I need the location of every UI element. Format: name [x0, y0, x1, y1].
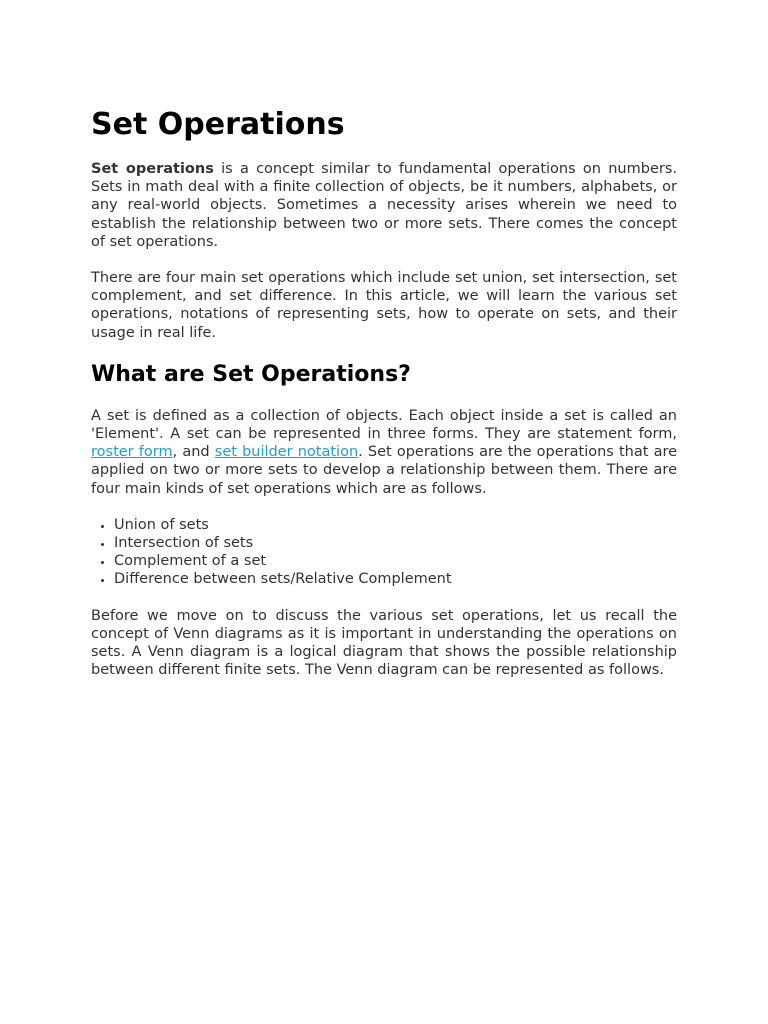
page-title: Set Operations	[91, 107, 345, 142]
section-heading: What are Set Operations?	[91, 361, 411, 387]
overview-paragraph: There are four main set operations which include set union, set intersection, set complement, and set difference. In this article, we will learn the various set operations, notations of representing sets, how to operate on sets, and their usage in real life.	[91, 270, 677, 341]
definition-text-1: A set is defined as a collection of objects. Each object inside a set is called an 'Element'. A set can be represented in three forms. They are statement form,	[91, 407, 677, 443]
intro-paragraph	[91, 160, 677, 251]
definition-text-2: , and	[172, 444, 215, 461]
list-item: • Intersection of sets	[114, 534, 677, 552]
set-builder-notation-link[interactable]: set builder notation	[214, 444, 359, 461]
list-item: • Difference between sets/Relative Complement	[114, 570, 677, 588]
set-operations-list	[91, 516, 677, 589]
list-item: • Union of sets	[114, 516, 677, 534]
venn-intro-paragraph: Before we move on to discuss the various set operations, let us recall the concept of Venn diagrams as it is important in understanding the operations on sets. A Venn diagram is a logical diagram that shows the possible relationship between different finite sets. The Venn diagram can be represented as follows.	[91, 607, 677, 679]
list-item: • Complement of a set	[114, 552, 677, 570]
definition-text-3: . Set operations are the operations that are applied on two or more sets to develop a relationship between them. There are four main kinds of set operations which are as follows.	[91, 444, 678, 497]
definition-paragraph	[91, 407, 677, 498]
roster-form-link[interactable]: roster form	[91, 444, 173, 461]
intro-text: is a concept similar to fundamental operations on numbers. Sets in math deal with a finite collection of objects, be it numbers, alphabets, or any real-world objects. Sometimes a necessity arises wherein we need to establish the relationship between two or more sets. There comes the concept of set operations.	[91, 161, 677, 250]
intro-bold-term: Set operations	[91, 161, 214, 177]
